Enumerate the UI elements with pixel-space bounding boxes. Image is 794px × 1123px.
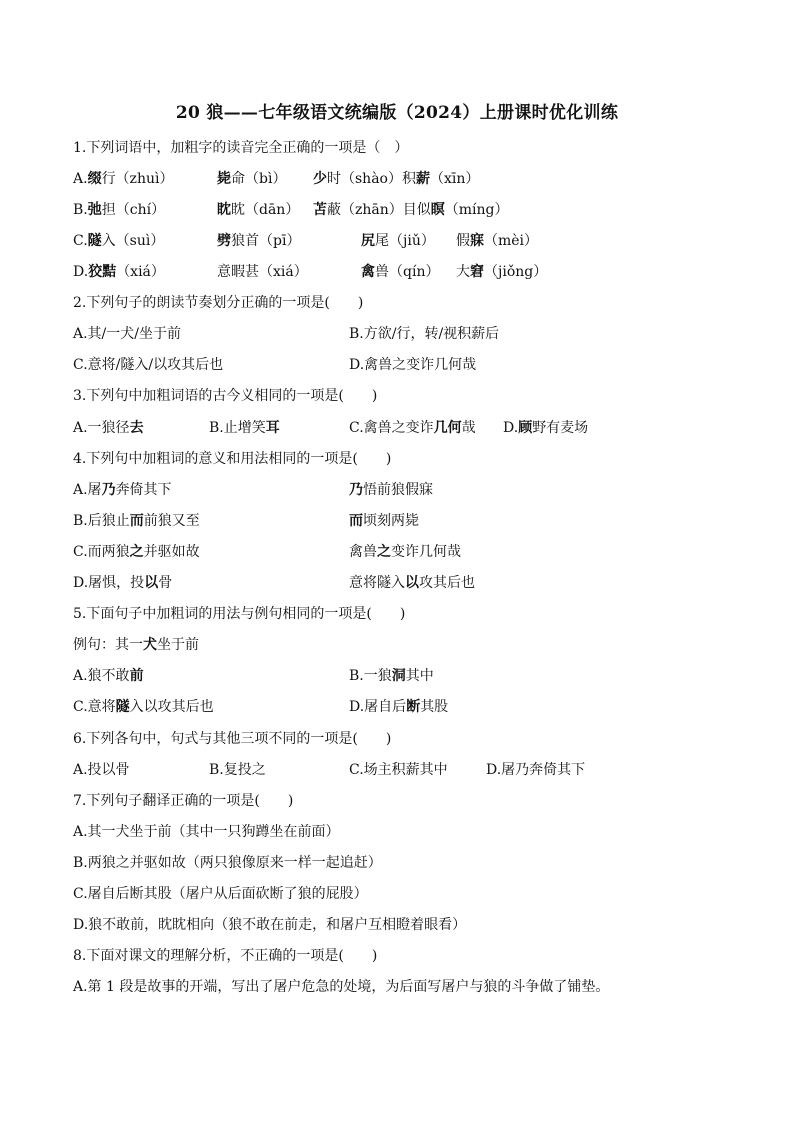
q7-option-a: A.其一犬坐于前（其中一只狗蹲坐在前面） (73, 824, 340, 840)
q8-option-a: A.第 1 段是故事的开端，写出了屠户危急的处境，为后面写屠户与狼的斗争做了铺垫。 (73, 979, 610, 995)
q3-option-c: C.禽兽之变诈几何哉 (349, 420, 476, 436)
q1-option-a: A.缀行（zhuì） 毙命（bì） 少时（shào）积薪（xīn） (73, 171, 480, 187)
question-2-stem: 2.下列句子的朗读节奏划分正确的一项是( ) (73, 295, 364, 311)
q5-option-c: C.意将隧入以攻其后也 (73, 699, 214, 715)
q3-option-b: B.止增笑耳 (209, 420, 280, 436)
q5-example: 例句：其一犬坐于前 (73, 637, 199, 653)
q4-option-c-left: C.而两狼之并驱如故 (73, 544, 200, 560)
q6-option-b: B.复投之 (209, 762, 266, 778)
question-8-stem: 8.下面对课文的理解分析，不正确的一项是( ) (73, 948, 378, 964)
q3-option-d: D.顾野有麦场 (503, 420, 589, 436)
page-title: 20 狼——七年级语文统编版（2024）上册课时优化训练 (175, 103, 619, 123)
q6-option-c: C.场主积薪其中 (349, 762, 448, 778)
question-7-stem: 7.下列句子翻译正确的一项是( ) (73, 793, 294, 809)
question-4-stem: 4.下列句中加粗词的意义和用法相同的一项是( ) (73, 451, 392, 467)
q2-option-c: C.意将/隧入/以攻其后也 (73, 357, 224, 373)
q7-option-d: D.狼不敢前，眈眈相向（狼不敢在前走，和屠户互相瞪着眼看） (73, 917, 467, 933)
q2-option-d: D.禽兽之变诈几何哉 (349, 357, 477, 373)
q4-option-c-right: 禽兽之变诈几何哉 (349, 544, 461, 560)
q1-option-b: B.弛担（chí） 眈眈（dān） 苫蔽（zhān）目似瞑（míng） (73, 202, 509, 218)
question-1-stem: 1.下列词语中，加粗字的读音完全正确的一项是（ ） (73, 140, 409, 156)
q2-option-a: A.其/一犬/坐于前 (73, 326, 181, 342)
q4-option-d-left: D.屠惧，投以骨 (73, 575, 173, 591)
question-6-stem: 6.下列各句中，句式与其他三项不同的一项是( ) (73, 731, 392, 747)
question-3-stem: 3.下列句中加粗词语的古今义相同的一项是( ) (73, 388, 378, 404)
q4-option-b-right: 而顷刻两毙 (349, 513, 419, 529)
question-5-stem: 5.下面句子中加粗词的用法与例句相同的一项是( ) (73, 606, 406, 622)
q7-option-c: C.屠自后断其股（屠户从后面砍断了狼的屁股） (73, 886, 368, 902)
q4-option-a-right: 乃悟前狼假寐 (349, 482, 433, 498)
q6-option-a: A.投以骨 (73, 762, 130, 778)
q5-option-a: A.狼不敢前 (73, 668, 144, 684)
q4-option-a-left: A.屠乃奔倚其下 (73, 482, 172, 498)
q7-option-b: B.两狼之并驱如故（两只狼像原来一样一起追赶） (73, 855, 382, 871)
q4-option-d-right: 意将隧入以攻其后也 (349, 575, 475, 591)
q2-option-b: B.方欲/行，转/视积薪后 (349, 326, 500, 342)
q6-option-d: D.屠乃奔倚其下 (486, 762, 586, 778)
q4-option-b-left: B.后狼止而前狼又至 (73, 513, 200, 529)
q5-option-b: B.一狼洞其中 (349, 668, 434, 684)
q3-option-a: A.一狼径去 (73, 420, 144, 436)
q1-option-d: D.狡黠（xiá） 意暇甚（xiá） 禽兽（qín） 大窘（jiǒng） (73, 264, 548, 280)
q5-option-d: D.屠自后断其股 (349, 699, 449, 715)
q1-option-c: C.隧入（suì） 劈狼首（pī） 尻尾（jiǔ） 假寐（mèi） (73, 233, 539, 249)
